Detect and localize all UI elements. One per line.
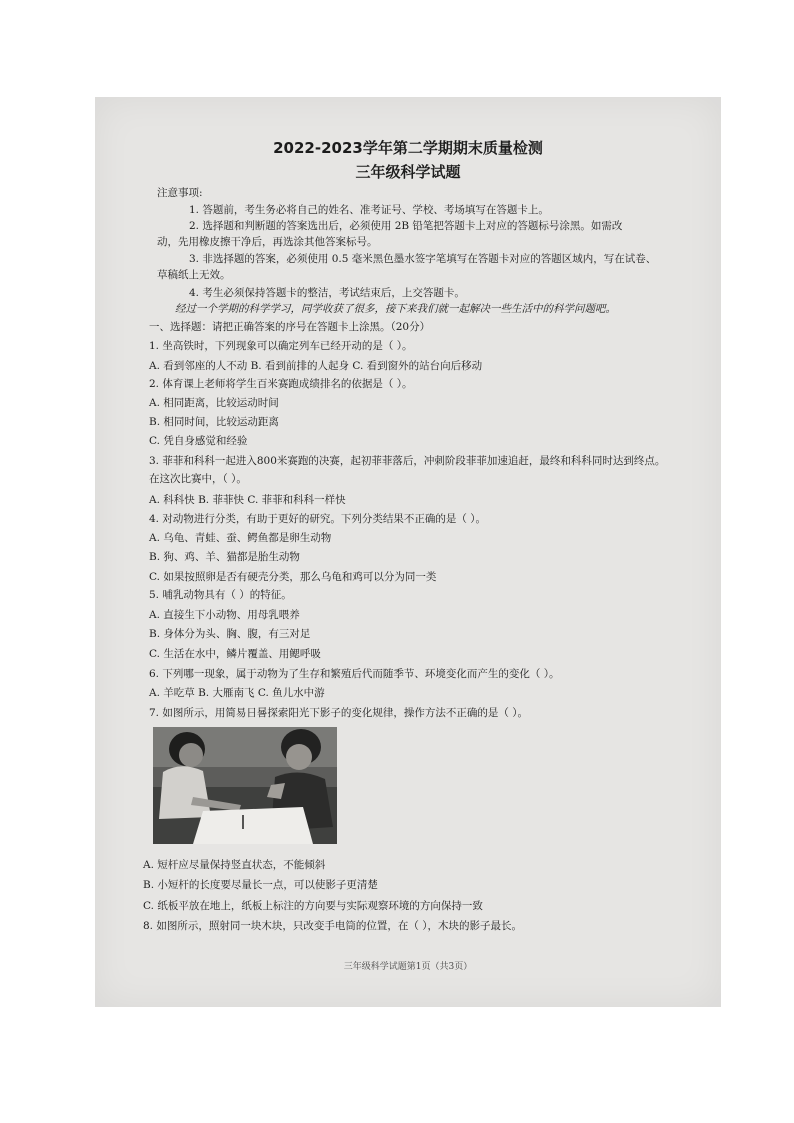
q2-option-a: A. 相同距离，比较运动时间 [149,397,279,409]
q6-stem: 6. 下列哪一现象，属于动物为了生存和繁殖后代而随季节、环境变化而产生的变化（ ）。 [149,668,560,680]
q8-stem: 8. 如图所示，照射同一块木块，只改变手电筒的位置，在（ ），木块的影子最长。 [143,920,522,932]
q3-stem-b: 在这次比赛中，（ ）。 [149,473,247,485]
section1-heading: 一、选择题：请把正确答案的序号在答题卡上涂黑。（20分） [149,321,431,333]
page-footer: 三年级科学试题第1页（共3页） [343,962,473,972]
notice-item-2a: 2. 选择题和判断题的答案选出后，必须使用 2B 铅笔把答题卡上对应的答题标号涂黑。如需改 [189,220,623,232]
exam-sheet [95,97,721,1007]
q7-stem: 7. 如图所示，用简易日晷探索阳光下影子的变化规律，操作方法不正确的是（ ）。 [149,707,528,719]
exam-title: 2022-2023学年第二学期期末质量检测 [273,139,543,157]
q4-option-a: A. 乌龟、青蛙、蚕、鳄鱼都是卵生动物 [149,532,332,544]
q5-stem: 5. 哺乳动物具有（ ）的特征。 [149,589,292,601]
q4-option-c: C. 如果按照卵是否有硬壳分类，那么乌龟和鸡可以分为同一类 [149,571,437,583]
notice-item-1: 1. 答题前，考生务必将自己的姓名、准考证号、学校、考场填写在答题卡上。 [189,204,549,216]
q3-stem-a: 3. 菲菲和科科一起进入800米赛跑的决赛，起初菲菲落后，冲刺阶段菲菲加速追赶，最终和科科同时达到终点。 [149,455,666,467]
q7-option-c: C. 纸板平放在地上，纸板上标注的方向要与实际观察环境的方向保持一致 [143,900,483,912]
q2-option-b: B. 相同时间，比较运动距离 [149,416,279,428]
notice-item-3b: 草稿纸上无效。 [157,269,231,281]
q4-stem: 4. 对动物进行分类，有助于更好的研究。下列分类结果不正确的是（ ）。 [149,513,486,525]
q2-stem: 2. 体育课上老师将学生百米赛跑成绩排名的依据是（ ）。 [149,378,413,390]
notice-item-2b: 动，先用橡皮擦干净后，再选涂其他答案标号。 [157,236,378,248]
q1-stem: 1. 坐高铁时，下列现象可以确定列车已经开动的是（ ）。 [149,340,413,352]
intro-text: 经过一个学期的科学学习，同学收获了很多，接下来我们就一起解决一些生活中的科学问题吧。 [175,303,616,315]
q3-options: A. 科科快 B. 菲菲快 C. 菲菲和科科一样快 [149,494,346,506]
q5-option-c: C. 生活在水中，鳞片覆盖、用鳃呼吸 [149,648,321,660]
sundial-photo [153,727,337,844]
exam-subtitle: 三年级科学试题 [355,163,461,181]
q6-options: A. 羊吃草 B. 大雁南飞 C. 鱼儿水中游 [149,687,325,699]
q5-option-b: B. 身体分为头、胸、腹，有三对足 [149,628,311,640]
q7-option-b: B. 小短杆的长度要尽量长一点，可以使影子更清楚 [143,879,378,891]
notice-item-4: 4. 考生必须保持答题卡的整洁，考试结束后，上交答题卡。 [189,287,465,299]
notice-item-3a: 3. 非选择题的答案，必须使用 0.5 毫米黑色墨水签字笔填写在答题卡对应的答题区域内，写在试卷、 [189,253,657,265]
q5-option-a: A. 直接生下小动物、用母乳喂养 [149,609,300,621]
notice-heading: 注意事项: [157,187,203,199]
q7-option-a: A. 短杆应尽量保持竖直状态，不能倾斜 [143,859,326,871]
q4-option-b: B. 狗、鸡、羊、猫都是胎生动物 [149,551,300,563]
q1-options: A. 看到邻座的人不动 B. 看到前排的人起身 C. 看到窗外的站台向后移动 [149,360,483,372]
q2-option-c: C. 凭自身感觉和经验 [149,435,248,447]
